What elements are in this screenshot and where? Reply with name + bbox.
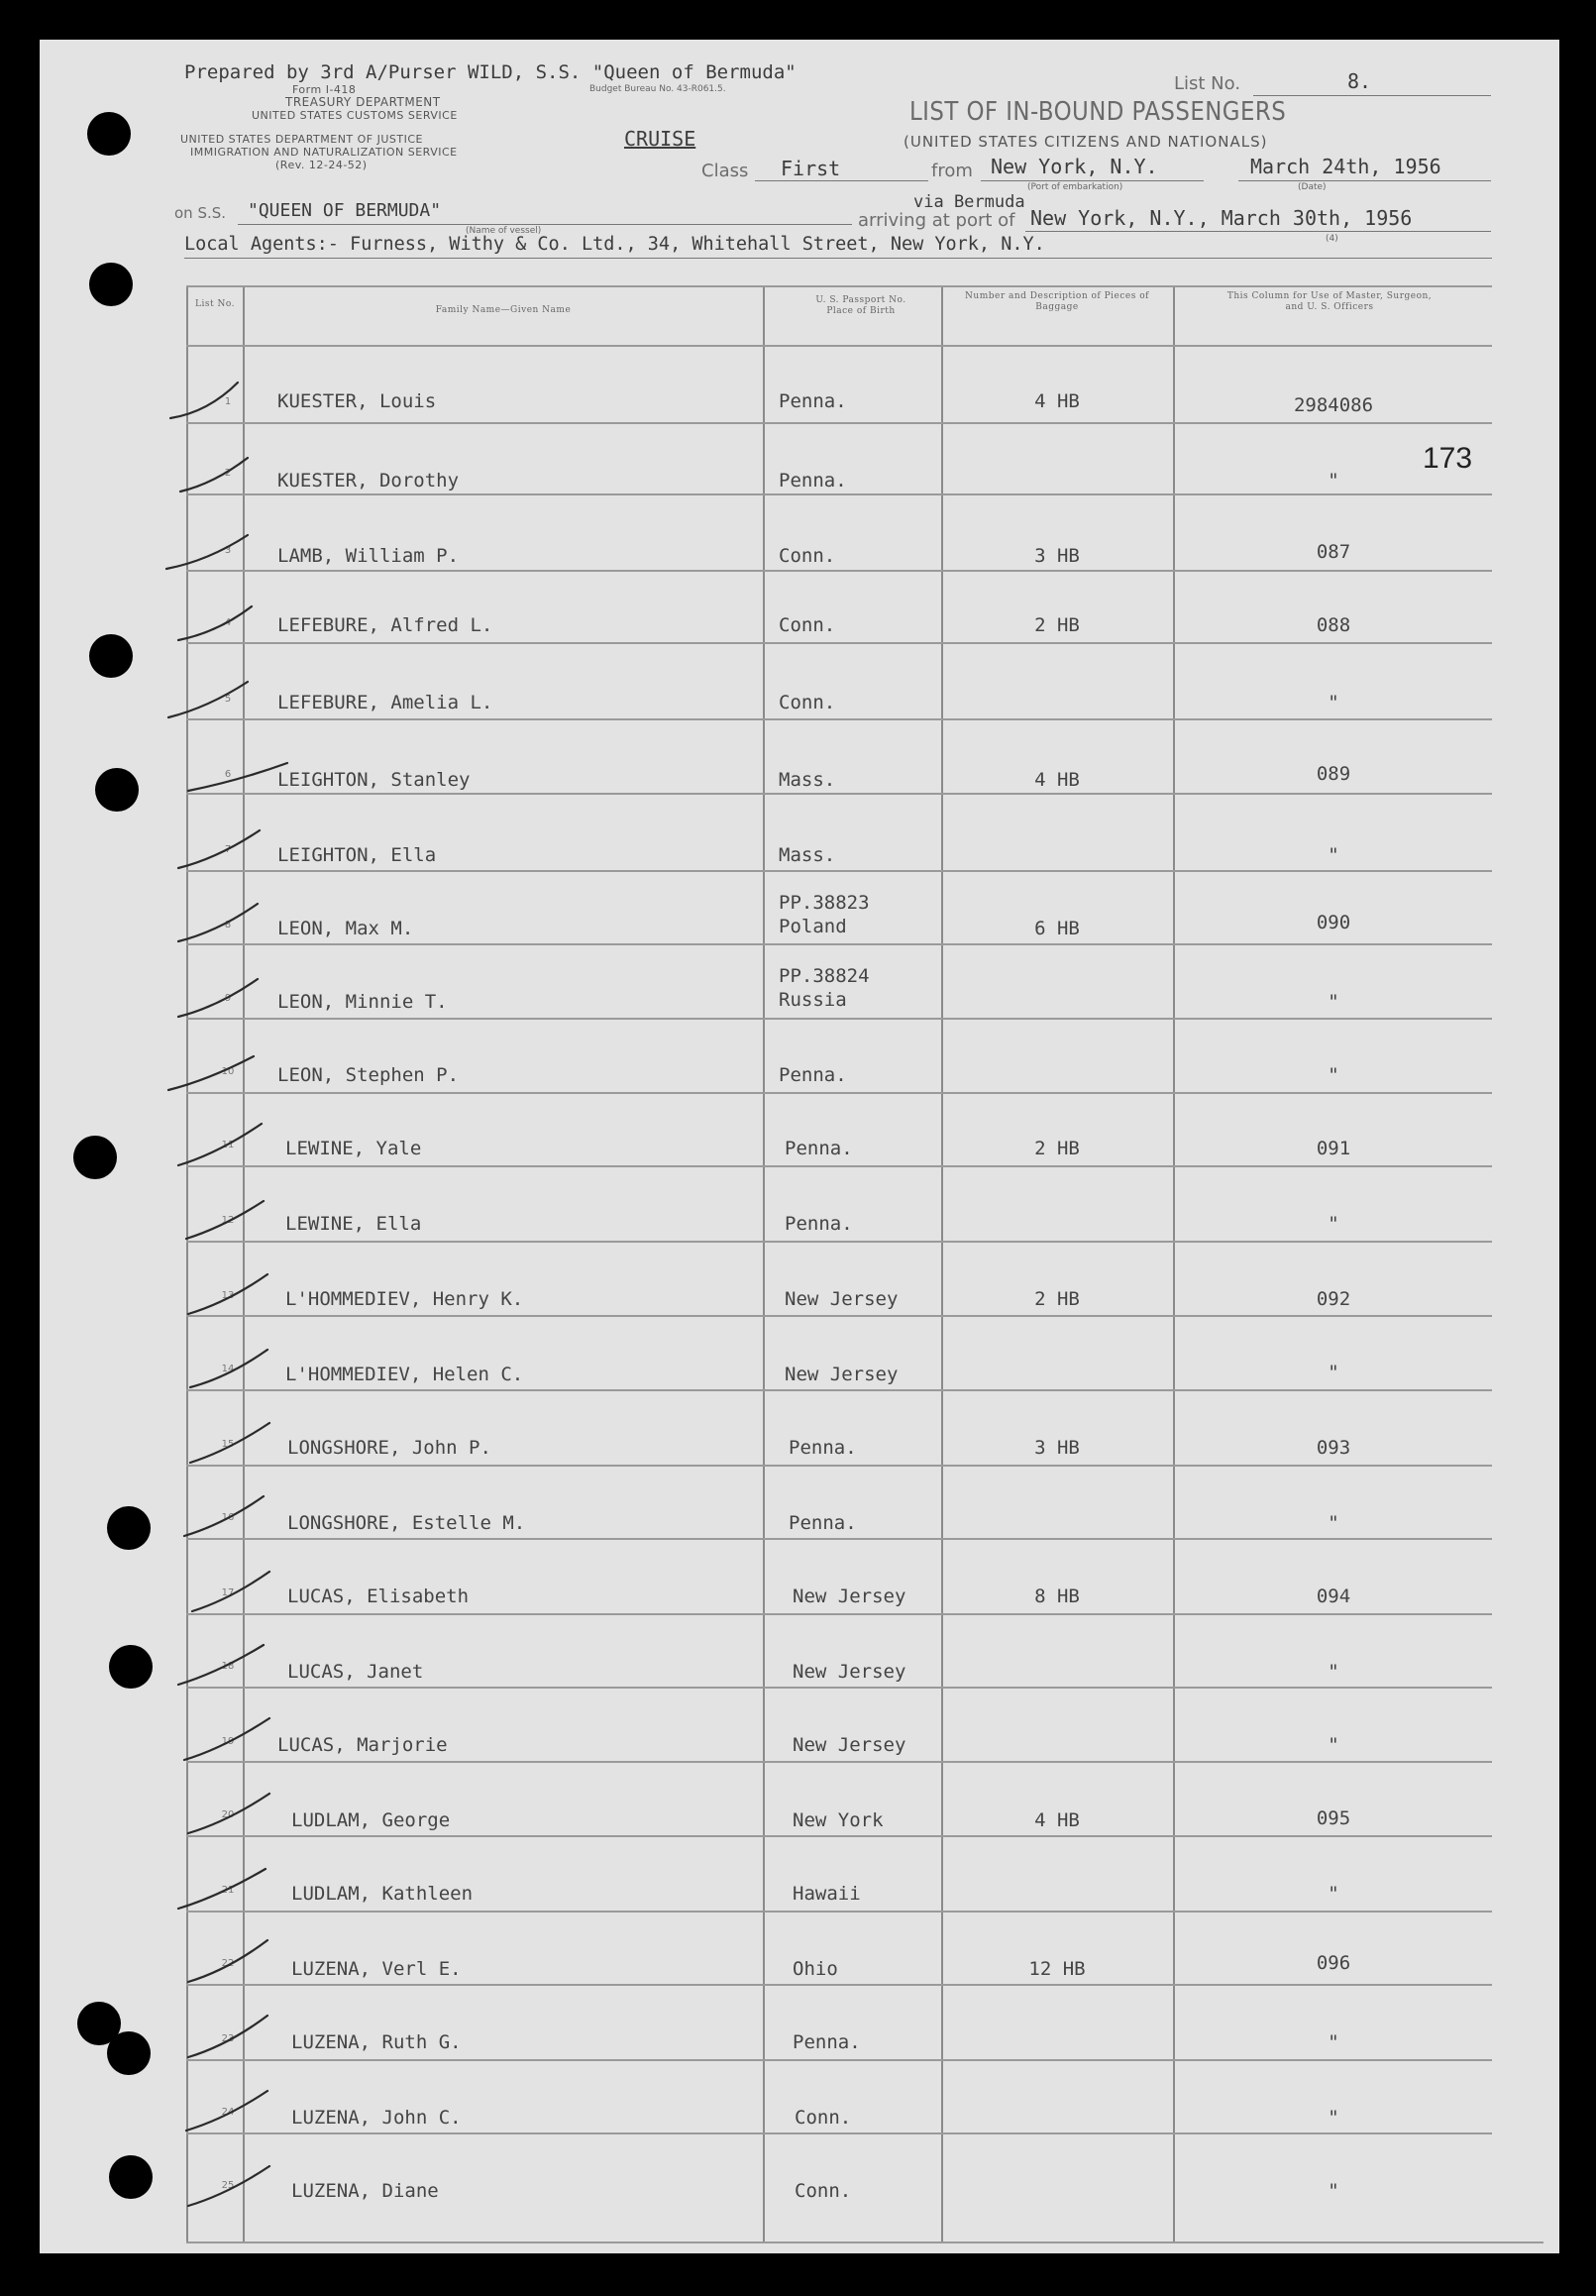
baggage: 2 HB [1034,1138,1080,1159]
passenger-name: LEON, Minnie T. [277,991,448,1013]
officer-note: 088 [1316,614,1351,636]
place-of-birth: Penna. [789,1512,857,1534]
col-header-list-no: List No. [195,299,235,309]
row-number: 11 [221,1140,235,1150]
place-of-birth: Penna. [785,1213,853,1235]
officer-note: " [1328,2031,1339,2053]
officer-note: " [1328,692,1339,713]
date-underline [1238,180,1491,181]
list-no-value: 8. [1347,69,1372,93]
via-port: via Bermuda [913,192,1025,212]
passenger-name: LUDLAM, Kathleen [291,1883,474,1905]
officer-note: " [1328,991,1339,1013]
row-line [186,1018,1492,1020]
vessel-caption: (Name of vessel) [466,226,542,236]
officer-note: " [1328,1064,1339,1086]
row-line [186,1911,1492,1913]
baggage: 3 HB [1034,545,1080,567]
officer-note: " [1328,1512,1339,1534]
passenger-name: LONGSHORE, Estelle M. [287,1512,526,1534]
manifest-sheet [40,40,1559,2253]
passenger-name: LUZENA, Ruth G. [291,2031,462,2053]
baggage: 4 HB [1034,769,1080,791]
row-line [186,1315,1492,1317]
binder-hole [109,1645,153,1689]
table-border-left [186,285,188,2243]
row-line [186,1165,1492,1167]
vessel-underline [238,224,852,225]
place-of-birth: Conn. [795,2107,852,2129]
departure-date: March 24th, 1956 [1250,155,1441,178]
budget-bureau: Budget Bureau No. 43-R061.5. [589,84,726,94]
on-vessel-label: on S.S. [174,204,227,222]
binder-hole [95,768,139,812]
row-number: 4 [224,617,232,628]
row-line [186,1835,1492,1837]
officer-note: 091 [1316,1138,1351,1159]
form-number: Form I-418 [292,83,357,96]
place-of-birth: Poland [779,916,847,937]
arriving-label: arriving at port of [858,210,1015,231]
officer-note: " [1328,2180,1339,2202]
row-number: 7 [224,844,232,855]
passenger-name: LUCAS, Janet [287,1661,424,1683]
place-of-birth: Penna. [785,1138,853,1159]
row-number: 17 [221,1587,235,1598]
place-of-birth: Hawaii [793,1883,861,1905]
col-header-officers: This Column for Use of Master, Surgeon, and U. S. Officers [1226,291,1433,312]
place-of-birth: Penna. [779,1064,847,1086]
row-line [186,1984,1492,1986]
binder-hole [109,2155,153,2199]
arrival-caption: (4) [1326,234,1338,244]
passenger-name: L'HOMMEDIEV, Henry K. [285,1288,524,1310]
class-underline [755,180,928,181]
cruise-label: CRUISE [624,127,696,151]
column-divider [243,285,245,2243]
row-number: 25 [221,2180,235,2191]
immigration-service: IMMIGRATION AND NATURALIZATION SERVICE [190,146,458,159]
place-of-birth: New Jersey [785,1364,899,1385]
officer-note: " [1328,1734,1339,1756]
place-of-birth: Penna. [793,2031,861,2053]
officer-note: " [1328,1883,1339,1905]
row-number: 2 [224,468,232,479]
place-of-birth: Mass. [779,844,836,866]
passenger-name: LEFEBURE, Amelia L. [277,692,493,713]
baggage: 2 HB [1034,614,1080,636]
officer-note: " [1328,1362,1339,1383]
col-header-name: Family Name—Given Name [435,305,572,315]
header-bottom-line [186,345,1492,347]
officer-note: 089 [1316,763,1351,785]
row-line [186,1092,1492,1094]
row-number: 14 [221,1364,235,1374]
place-of-birth: Conn. [779,614,836,636]
passport-number: PP.38823 [779,892,870,914]
table-top-line [186,285,1492,287]
row-line [186,1241,1492,1243]
passenger-name: LUZENA, Diane [291,2180,439,2202]
place-of-birth: New Jersey [785,1288,899,1310]
baggage: 4 HB [1034,1809,1080,1831]
col-header-baggage: Number and Description of Pieces of Baggage [965,291,1149,312]
place-of-birth: Russia [779,989,847,1011]
row-number: 22 [221,1958,235,1969]
agents-underline [184,258,1492,259]
passenger-name: LUDLAM, George [291,1809,451,1831]
baggage: 8 HB [1034,1585,1080,1607]
binder-hole [107,1506,151,1550]
column-divider [941,285,943,2243]
passenger-name: LUCAS, Elisabeth [287,1585,470,1607]
place-of-birth: Ohio [793,1958,838,1980]
row-line [186,1613,1492,1615]
row-line [186,1761,1492,1763]
passenger-name: KUESTER, Louis [277,390,437,412]
row-number: 23 [221,2033,235,2044]
place-of-birth: New Jersey [793,1585,906,1607]
place-of-birth: Penna. [779,470,847,492]
arrival-port-date: New York, N.Y., March 30th, 1956 [1030,206,1413,230]
passenger-name: LEWINE, Ella [285,1213,422,1235]
officer-note: 087 [1316,541,1351,563]
form-title: LIST OF IN-BOUND PASSENGERS [909,97,1287,127]
officer-note: 096 [1316,1952,1351,1974]
from-underline [981,180,1204,181]
row-line [186,642,1492,644]
baggage: 2 HB [1034,1288,1080,1310]
officer-note: " [1328,844,1339,866]
row-number: 12 [221,1215,235,1226]
binder-hole [73,1136,117,1179]
port-caption: (Port of embarkation) [1027,182,1123,192]
place-of-birth: New Jersey [793,1661,906,1683]
row-line [186,2132,1492,2134]
officer-note: 094 [1316,1585,1351,1607]
treasury-department: TREASURY DEPARTMENT [285,95,441,109]
row-number: 13 [221,1290,235,1301]
binder-hole [87,112,131,156]
class-value: First [781,157,841,180]
baggage: 6 HB [1034,918,1080,939]
place-of-birth: Conn. [779,692,836,713]
vessel-name: "QUEEN OF BERMUDA" [248,200,442,221]
column-divider [1173,285,1175,2243]
row-line [186,1687,1492,1689]
page-stamp: 173 [1423,442,1473,475]
row-number: 18 [221,1661,235,1672]
row-line [186,718,1492,720]
row-number: 5 [224,694,232,705]
arrival-underline [1025,231,1491,232]
place-of-birth: New Jersey [793,1734,906,1756]
baggage: 3 HB [1034,1437,1080,1459]
place-of-birth: Penna. [779,390,847,412]
passenger-name: KUESTER, Dorothy [277,470,460,492]
place-of-birth: Conn. [795,2180,852,2202]
column-divider [763,285,765,2243]
passenger-name: LONGSHORE, John P. [287,1437,491,1459]
officer-note: 095 [1316,1807,1351,1829]
place-of-birth: New York [793,1809,884,1831]
prepared-by: Prepared by 3rd A/Purser WILD, S.S. "Queen of Bermuda" [184,61,797,83]
row-number: 8 [224,920,232,930]
row-line [186,793,1492,795]
from-label: from [931,161,973,181]
form-revision: (Rev. 12-24-52) [275,159,368,171]
department-of-justice: UNITED STATES DEPARTMENT OF JUSTICE [180,133,424,146]
passenger-name: LUZENA, Verl E. [291,1958,462,1980]
passenger-name: LEON, Max M. [277,918,414,939]
row-number: 20 [221,1809,235,1820]
binder-hole [89,263,133,306]
passenger-name: L'HOMMEDIEV, Helen C. [285,1364,524,1385]
row-line [186,422,1492,424]
officer-note: 2984086 [1293,394,1374,416]
row-number: 21 [221,1885,235,1896]
officer-note: 092 [1316,1288,1351,1310]
row-number: 10 [221,1066,235,1077]
passenger-name: LEIGHTON, Stanley [277,769,471,791]
class-label: Class [701,161,749,181]
row-number: 3 [224,545,232,556]
place-of-birth: Penna. [789,1437,857,1459]
row-line [186,1465,1492,1467]
date-caption: (Date) [1298,182,1327,192]
list-no-label: List No. [1174,73,1241,94]
officer-note: 090 [1316,912,1351,933]
binder-hole [89,634,133,678]
table-bottom-line [186,2241,1543,2243]
local-agents: Local Agents:- Furness, Withy & Co. Ltd., 34, Whitehall Street, New York, N.Y. [184,234,1045,255]
baggage: 12 HB [1028,1958,1086,1980]
passenger-name: LEWINE, Yale [285,1138,422,1159]
place-of-birth: Mass. [779,769,836,791]
baggage: 4 HB [1034,390,1080,412]
row-number: 24 [221,2107,235,2118]
officer-note: " [1328,2107,1339,2129]
officer-note: " [1328,1213,1339,1235]
row-line [186,870,1492,872]
row-line [186,570,1492,572]
customs-service: UNITED STATES CUSTOMS SERVICE [252,109,458,122]
passenger-name: LEON, Stephen P. [277,1064,460,1086]
row-line [186,943,1492,945]
row-line [186,2059,1492,2061]
row-number: 16 [221,1512,235,1523]
row-number: 19 [221,1736,235,1747]
binder-hole [107,2031,151,2075]
officer-note: " [1328,470,1339,492]
col-header-passport: U. S. Passport No. Place of Birth [815,295,906,316]
passenger-name: LUCAS, Marjorie [277,1734,448,1756]
passenger-name: LAMB, William P. [277,545,460,567]
form-subtitle: (UNITED STATES CITIZENS AND NATIONALS) [904,133,1268,151]
row-number: 15 [221,1439,235,1450]
list-no-underline [1253,95,1491,96]
port-of-embarkation: New York, N.Y. [991,155,1158,178]
row-number: 6 [224,769,232,780]
officer-note: 093 [1316,1437,1351,1459]
passenger-name: LEFEBURE, Alfred L. [277,614,493,636]
row-line [186,1538,1492,1540]
officer-note: " [1328,1661,1339,1683]
row-number: 9 [224,993,232,1004]
row-number: 1 [224,396,232,407]
row-line [186,1389,1492,1391]
passenger-name: LUZENA, John C. [291,2107,462,2129]
row-line [186,493,1492,495]
passport-number: PP.38824 [779,965,870,987]
passenger-name: LEIGHTON, Ella [277,844,437,866]
place-of-birth: Conn. [779,545,836,567]
